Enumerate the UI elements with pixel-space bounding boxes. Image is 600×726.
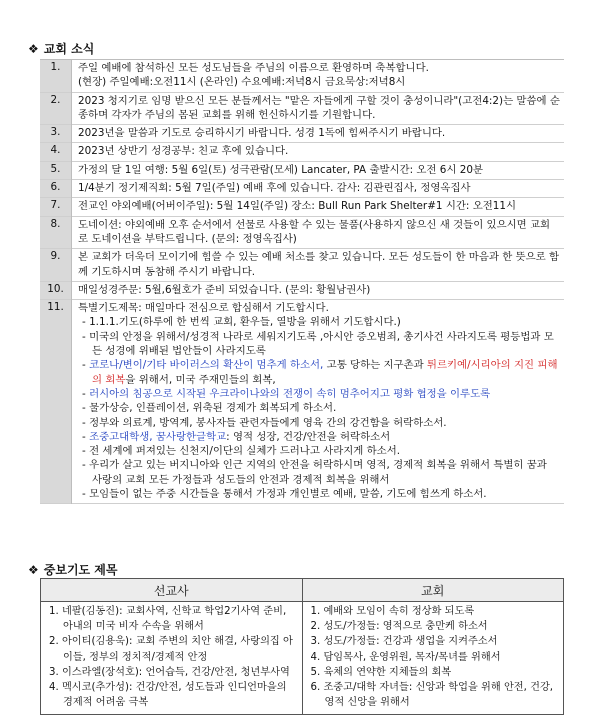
bullet-text-part: 을 위해서, 미국 주재민들의 회복, — [125, 373, 276, 386]
notice-line: 본 교회가 더욱더 모이기에 힘쓸 수 있는 예배 처소를 찾고 있습니다. 모든 성도들이 한 마음과 한 뜻으로 함께 기도하시며 동참해 주시기 바랍니다. — [78, 251, 560, 278]
prayer-bullet — [78, 458, 560, 487]
missionary-item: 3. 이스라엘(장석호): 언어습득, 건강/안전, 청년부사역 — [49, 666, 290, 678]
notice-row — [40, 249, 564, 282]
prayer-bullet — [78, 430, 560, 444]
prayer-bullet — [78, 487, 560, 501]
notices-table — [40, 60, 564, 504]
notice-number: 10. — [40, 281, 72, 299]
notice-line: 매일성경주문: 5월,6월호가 준비 되었습니다. (문의: 황월남권사) — [78, 283, 371, 296]
dash-bullet-icon: - — [82, 316, 90, 329]
notice-line: 전교인 야외예배(어버이주일): 5월 14일(주일) 장소: Bull Run Park Shelter#1 시간: 오전11시 — [78, 200, 517, 213]
intercession-table — [40, 578, 564, 715]
church-item: 5. 육체의 연약한 지체들의 회복 — [310, 666, 452, 678]
dash-bullet-icon: - — [82, 387, 90, 400]
notice-line: 가정의 달 1일 여행: 5월 6일(토) 성극관람(모세) Lancater, PA 출발시간: 오전 6시 20분 — [78, 163, 483, 176]
missionary-item: 4. 멕시코(추가성): 건강/안전, 성도들과 인디언마을의 경제적 어려움 극복 — [49, 682, 287, 709]
notice-text — [72, 161, 565, 179]
bullet-text-part: 고통 당하는 지구촌과 — [323, 359, 427, 372]
dash-bullet-icon: - — [82, 402, 90, 415]
notice-row — [40, 161, 564, 179]
notice-row — [40, 281, 564, 299]
church-list — [302, 602, 564, 715]
notice-row — [40, 198, 564, 216]
notice-text — [72, 125, 565, 143]
notice-row-11 — [40, 300, 564, 504]
notice-line: 2023년 상반기 성경공부: 친교 후에 있습니다. — [78, 145, 289, 158]
diamond-bullet-icon: ❖ — [28, 42, 39, 56]
notice-line: 1/4분기 정기제직회: 5월 7일(주일) 예배 후에 있습니다. 감사: 김관린집사, 정영옥집사 — [78, 182, 471, 195]
notice-text — [72, 92, 565, 125]
bullet-text-part: 전 세계에 퍼져있는 신천지/이단의 실체가 드러나고 사라지게 하소서. — [89, 445, 401, 458]
notice-row — [40, 60, 564, 92]
notice-text — [72, 249, 565, 282]
missionary-column-header: 선교사 — [41, 579, 303, 602]
notice-line: 2023 청지기로 임명 받으신 모든 분들께서는 "맡은 자들에게 구할 것이 충성이니라"(고전4:2)는 말씀에 순종하며 각자가 주님의 몸된 교회를 위해 헌신하시기를 기원합니다. — [78, 94, 560, 121]
prayer-bullet — [78, 358, 560, 387]
bullet-text-part: 1.1.1.기도(하루에 한 번씩 교회, 환우들, 열방을 위해서 기도합시다.) — [89, 316, 401, 329]
missionary-item: 1. 네팔(김동진): 교회사역, 신학교 학업2기사역 준비, 아내의 미국 비자 수속을 위해서 — [49, 606, 287, 633]
dash-bullet-icon: - — [82, 459, 90, 472]
prayer-bullet — [78, 444, 560, 458]
notice-number: 11. — [40, 300, 72, 504]
bullet-text-part: 러시아의 침공으로 시작된 우크라이나와의 전쟁이 속히 멈추어지고 평화 협정을 이루도록 — [89, 387, 491, 400]
church-item: 6. 조중고/대학 자녀들: 신앙과 학업을 위해 안전, 건강, 영적 신앙을 위해서 — [310, 682, 554, 709]
notice-row — [40, 125, 564, 143]
dash-bullet-icon: - — [82, 359, 90, 372]
notice-text — [72, 198, 565, 216]
bullet-text-part: 코로나/변이/기타 바이러스의 확산이 멈추게 하소서, — [89, 359, 324, 372]
notice-text — [72, 281, 565, 299]
dash-bullet-icon: - — [82, 330, 90, 343]
notices-heading — [28, 40, 94, 57]
prayer-heading-text: 중보기도 제목 — [43, 563, 118, 577]
dash-bullet-icon: - — [82, 430, 90, 443]
bullet-text-part: 모임들이 없는 주중 시간들을 통해서 가정과 개인별로 예배, 말씀, 기도에 힘쓰게 하소서. — [89, 488, 487, 501]
missionary-list — [41, 602, 303, 715]
prayer-bullet — [78, 387, 560, 401]
bullet-text-part: 튀르키예/시리아의 지진 피해의 회복 — [92, 359, 558, 386]
bullet-text-part: 물가상승, 인플레이션, 위축된 경제가 회복되게 하소서. — [89, 402, 337, 415]
notice-number: 4. — [40, 143, 72, 161]
church-item: 2. 성도/가정들: 영적으로 충만케 하소서 — [310, 621, 488, 633]
dash-bullet-icon: - — [82, 416, 90, 429]
notice-line: 2023년을 말씀과 기도로 승리하시기 바랍니다. 성경 1독에 힘써주시기 바랍니다. — [78, 127, 446, 140]
notice-text — [72, 300, 565, 504]
bullet-text-part: 정부와 의료계, 방역계, 봉사자들 관련자들에게 영육 간의 강건함을 허락하소서. — [89, 416, 447, 429]
church-item: 4. 담임목사, 운영위원, 목자/목녀를 위해서 — [310, 651, 501, 663]
bullet-text-part: 우리가 살고 있는 버지니아와 인근 지역의 안전을 허락하시며 영적, 경제적 회복을 위해서 특별히 꿈과 사랑의 교회 모든 가정들과 성도들의 안전과 경제적 회복을 위해서 — [89, 459, 547, 486]
notice-text — [72, 60, 565, 92]
prayer-bullet — [78, 401, 560, 415]
prayer-heading — [28, 561, 118, 578]
notice-line: (현장) 주일예배:오전11시 (온라인) 수요예배:저녁8시 금요묵상:저녁8시 — [78, 76, 406, 89]
prayer-bullet — [78, 315, 560, 329]
notice-11-title: 특별기도제목: 매일마다 전심으로 합심해서 기도합시다. — [78, 302, 329, 315]
bullet-text-part: : 영적 성장, 건강/안전을 허락하소서 — [226, 430, 391, 443]
notice-line: 주일 예배에 참석하신 모든 성도님들을 주님의 이름으로 환영하며 축복합니다. — [78, 62, 429, 74]
prayer-bullet — [78, 416, 560, 430]
prayer-bullet-list — [78, 315, 560, 501]
missionary-item: 2. 아이티(김용욱): 교회 주변의 치안 해결, 사랑의집 아이들, 정부의 정치적/경제적 안정 — [49, 636, 293, 663]
notice-number: 5. — [40, 161, 72, 179]
notice-row — [40, 92, 564, 125]
notice-line: 도네이션: 야외예배 오후 순서에서 선물로 사용할 수 있는 물품(사용하지 않으신 새 것들이 있으시면 교회로 도네이션을 부탁드립니다. (문의: 정영옥집사) — [78, 218, 551, 245]
notice-number: 9. — [40, 249, 72, 282]
bullet-text-part: 조중고대학생, 꿈사랑한글학교 — [89, 430, 227, 443]
notice-number: 6. — [40, 180, 72, 198]
notice-row — [40, 143, 564, 161]
notices-heading-text: 교회 소식 — [43, 42, 95, 56]
notice-number: 1. — [40, 60, 72, 92]
prayer-bullet — [78, 330, 560, 359]
church-item: 3. 성도/가정들: 건강과 생업을 지켜주소서 — [310, 636, 498, 648]
church-column-header: 교회 — [302, 579, 564, 602]
notice-number: 2. — [40, 92, 72, 125]
dash-bullet-icon: - — [82, 488, 90, 501]
notice-row — [40, 216, 564, 249]
notice-text — [72, 216, 565, 249]
notice-text — [72, 180, 565, 198]
notice-row — [40, 180, 564, 198]
notice-number: 8. — [40, 216, 72, 249]
notice-number: 3. — [40, 125, 72, 143]
church-item: 1. 예배와 모임이 속히 정상화 되도록 — [310, 606, 475, 617]
notice-number: 7. — [40, 198, 72, 216]
diamond-bullet-icon: ❖ — [28, 563, 39, 577]
dash-bullet-icon: - — [82, 445, 90, 458]
bullet-text-part: 미국의 안정을 위해서/성경적 나라로 세워지기도록 ,아시안 증오범죄, 총기사건 사라지도록 평등법과 모든 성경에 위배된 법안들이 사라지도록 — [89, 330, 554, 358]
notice-text — [72, 143, 565, 161]
